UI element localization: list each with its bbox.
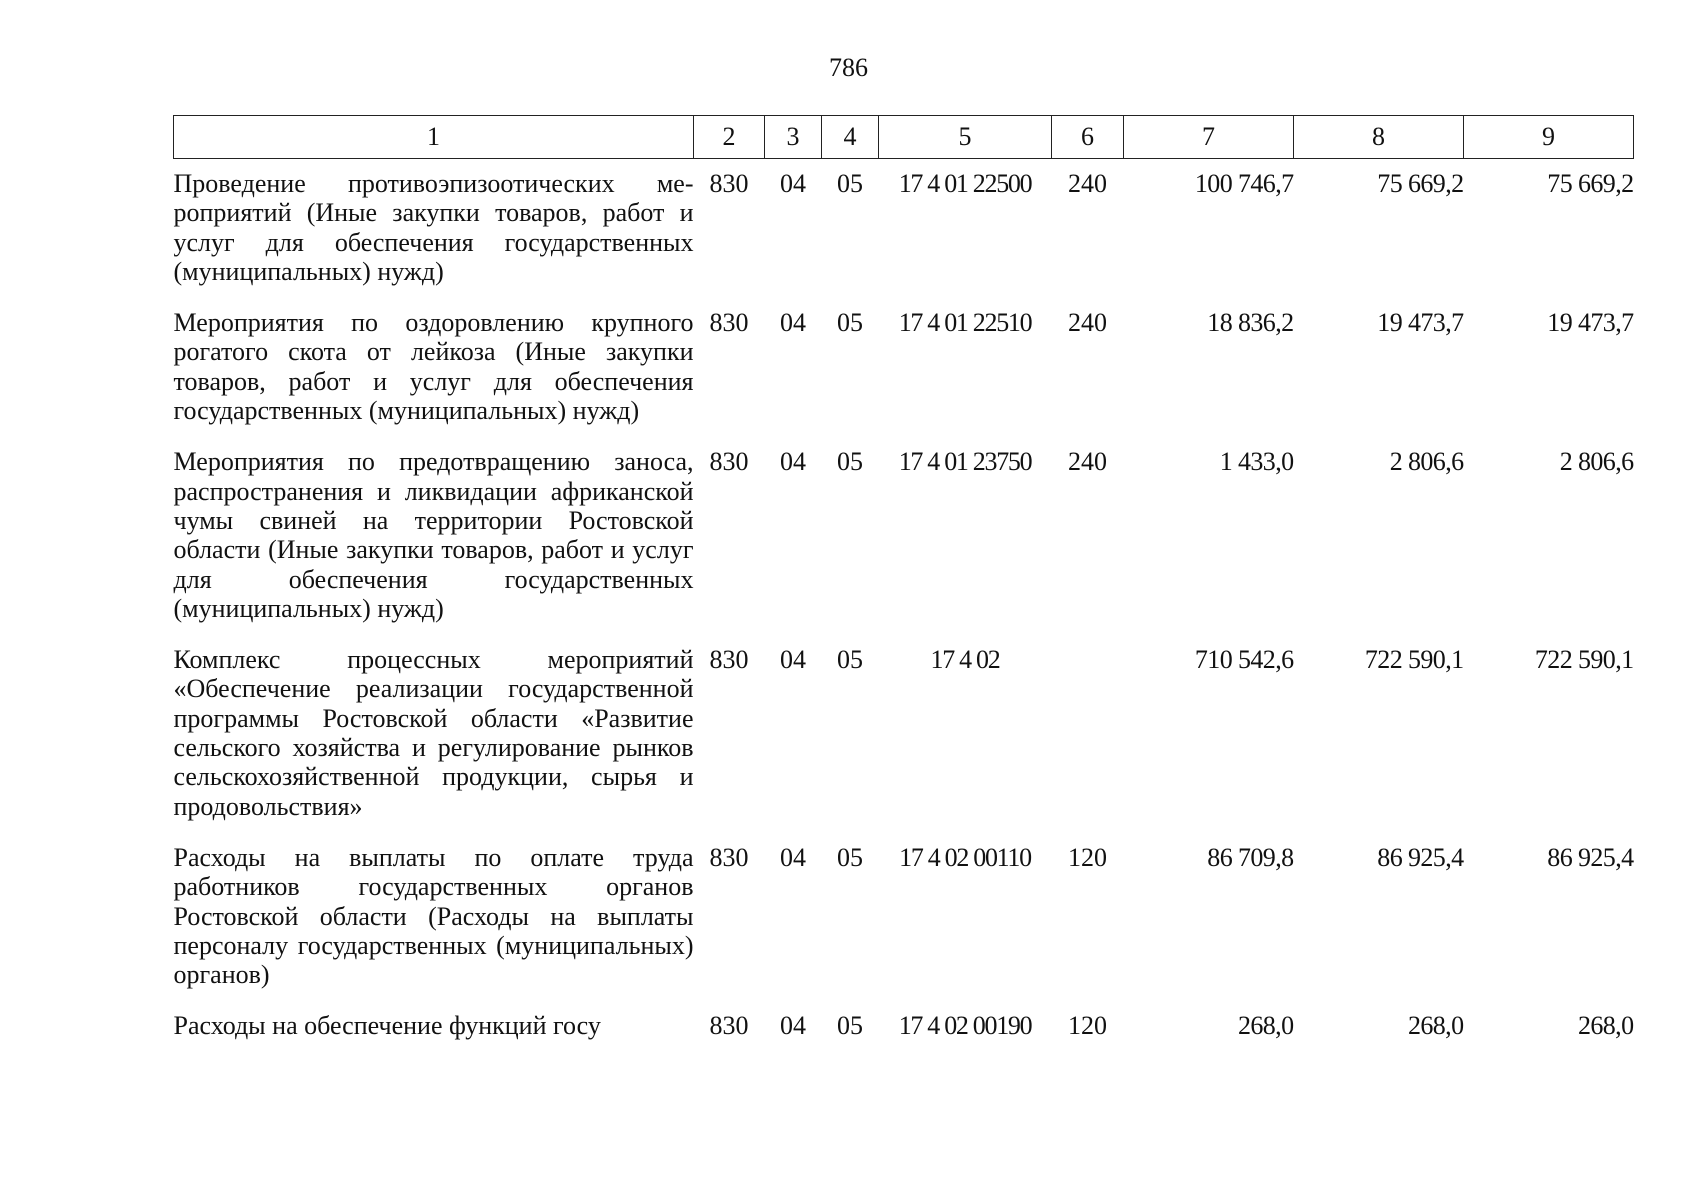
section-code: 04 bbox=[780, 169, 806, 198]
target-article-code: 17 4 02 00110 bbox=[899, 842, 1031, 872]
header-row bbox=[174, 116, 1634, 159]
table-row bbox=[174, 437, 1634, 635]
row-description: Мероприятия по оздоровлению крупного рогатого скота от лейкоза (Иные закупки товаров, работ и услуг для обеспечения государственных (муниципальных) нужд) bbox=[173, 308, 694, 426]
amount-col-8: 722 590,1 bbox=[1364, 645, 1464, 675]
amount-col-9: 268,0 bbox=[1577, 1011, 1634, 1041]
page-number: 786 bbox=[829, 53, 868, 82]
column-header: 2 bbox=[694, 116, 765, 159]
ministry-code: 830 bbox=[709, 645, 749, 675]
section-code: 04 bbox=[780, 842, 806, 872]
amount-col-9: 19 473,7 bbox=[1547, 308, 1634, 338]
expense-type-code: 120 bbox=[1068, 1011, 1107, 1041]
amount-col-7: 710 542,6 bbox=[1194, 645, 1294, 675]
amount-col-7: 1 433,0 bbox=[1219, 447, 1294, 477]
table-row bbox=[174, 159, 1634, 299]
target-article-code: 17 4 02 bbox=[930, 645, 1000, 675]
subsection-code: 05 bbox=[837, 308, 863, 338]
row-description: Проведение противоэпизоотических мероприятий (Иные закупки товаров, работ и услуг для обеспечения государственных (муниципальных) нужд) bbox=[173, 169, 694, 286]
subsection-code: 05 bbox=[837, 842, 863, 872]
column-header: 5 bbox=[879, 116, 1052, 159]
amount-col-8: 75 669,2 bbox=[1377, 169, 1464, 198]
section-code: 04 bbox=[780, 447, 806, 477]
column-header: 6 bbox=[1052, 116, 1124, 159]
ministry-code: 830 bbox=[709, 447, 749, 477]
subsection-code: 05 bbox=[837, 1011, 863, 1041]
amount-col-9: 722 590,1 bbox=[1534, 645, 1634, 675]
table-row bbox=[174, 635, 1634, 833]
amount-col-8: 2 806,6 bbox=[1389, 447, 1464, 477]
row-description: Комплекс процессных мероприятий «Обеспечение реализации государственной программы Ростовской области «Развитие сельского хозяйства и регулирование рынков сельскохозяйственной продукции, сырья и продовольствия» bbox=[173, 645, 694, 821]
row-description: Расходы на выплаты по оплате труда работников государственных органов Ростовской области (Расходы на выплаты персоналу государственных (муниципальных) органов) bbox=[173, 842, 694, 990]
column-header: 8 bbox=[1294, 116, 1464, 159]
column-header: 9 bbox=[1464, 116, 1634, 159]
table-row bbox=[174, 1001, 1634, 1052]
expense-type-code bbox=[1052, 635, 1124, 833]
subsection-code: 05 bbox=[837, 447, 863, 477]
column-header: 1 bbox=[174, 116, 694, 159]
target-article-code: 17 4 01 23750 bbox=[898, 447, 1032, 477]
amount-col-8: 19 473,7 bbox=[1377, 308, 1464, 338]
subsection-code: 05 bbox=[837, 169, 863, 198]
expense-type-code: 240 bbox=[1068, 447, 1107, 477]
table-header bbox=[174, 116, 1634, 159]
amount-col-8: 86 925,4 bbox=[1377, 842, 1464, 872]
ministry-code: 830 bbox=[709, 308, 749, 338]
amount-col-9: 2 806,6 bbox=[1559, 447, 1634, 477]
amount-col-8: 268,0 bbox=[1407, 1011, 1464, 1041]
column-header: 7 bbox=[1124, 116, 1294, 159]
row-description: Мероприятия по предотвращению заноса, распространения и ликвидации африканской чумы свиней на территории Ростовской области (Иные закупки товаров, работ и услуг для обеспечения государственных (муниципальных) нужд) bbox=[173, 447, 694, 623]
ministry-code: 830 bbox=[709, 842, 749, 872]
amount-col-7: 268,0 bbox=[1237, 1011, 1294, 1041]
section-code: 04 bbox=[780, 645, 806, 675]
amount-col-7: 18 836,2 bbox=[1207, 308, 1294, 338]
ministry-code: 830 bbox=[709, 1011, 749, 1041]
expense-type-code: 120 bbox=[1068, 842, 1107, 872]
amount-col-7: 86 709,8 bbox=[1207, 842, 1294, 872]
budget-table bbox=[173, 115, 1634, 1053]
amount-col-9: 75 669,2 bbox=[1547, 169, 1634, 198]
target-article-code: 17 4 01 22510 bbox=[898, 308, 1032, 338]
table-row bbox=[174, 833, 1634, 1001]
section-code: 04 bbox=[780, 308, 806, 338]
expense-type-code: 240 bbox=[1068, 169, 1107, 198]
column-header: 4 bbox=[822, 116, 879, 159]
amount-col-7: 100 746,7 bbox=[1194, 169, 1294, 198]
target-article-code: 17 4 01 22500 bbox=[898, 169, 1032, 198]
amount-col-9: 86 925,4 bbox=[1547, 842, 1634, 872]
section-code: 04 bbox=[780, 1011, 806, 1041]
table-row bbox=[174, 298, 1634, 437]
target-article-code: 17 4 02 00190 bbox=[898, 1011, 1032, 1041]
row-description: Расходы на обеспечение функций госу bbox=[173, 1011, 601, 1041]
subsection-code: 05 bbox=[837, 645, 863, 675]
column-header: 3 bbox=[765, 116, 822, 159]
ministry-code: 830 bbox=[709, 169, 749, 198]
expense-type-code: 240 bbox=[1068, 308, 1107, 338]
